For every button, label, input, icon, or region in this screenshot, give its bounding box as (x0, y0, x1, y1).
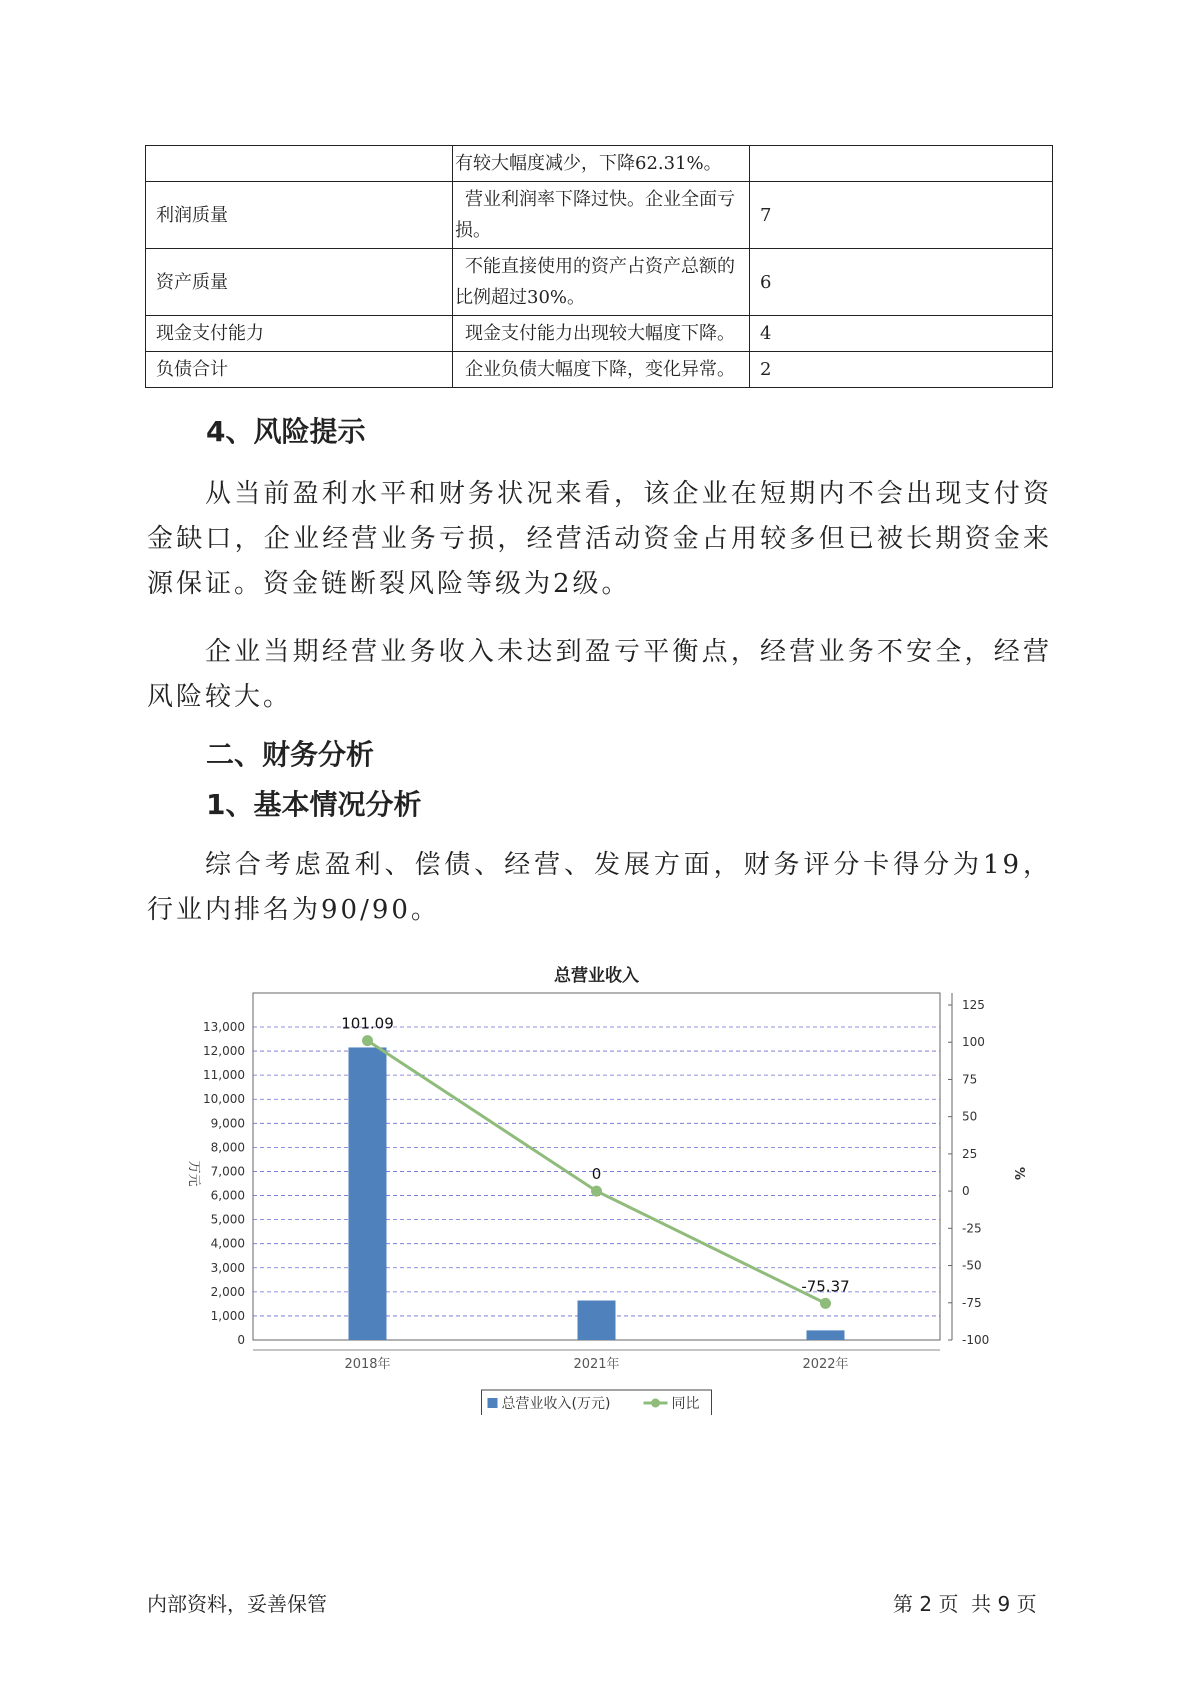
y2-tick-label: 0 (962, 1184, 970, 1199)
table-cell-name: 现金支付能力 (146, 316, 453, 352)
table-cell-desc: 现金支付能力出现较大幅度下降。 (453, 316, 750, 352)
y-tick-label: 4,000 (210, 1236, 245, 1251)
table-cell-name: 利润质量 (146, 182, 453, 249)
y-tick-label: 6,000 (210, 1188, 245, 1203)
y-tick-label: 3,000 (210, 1260, 245, 1275)
table-row (146, 316, 1053, 352)
basic-analysis-heading: 1、基本情况分析 (206, 788, 422, 821)
y2-tick-label: -50 (962, 1258, 982, 1273)
data-label: -75.37 (801, 1277, 850, 1296)
yoy-point (362, 1035, 373, 1046)
table-row (146, 146, 1053, 182)
bar (578, 1301, 616, 1340)
x-tick-label: 2021年 (573, 1357, 620, 1372)
table-cell-score (750, 146, 1053, 182)
y2-tick-label: 125 (962, 998, 985, 1012)
table-cell-desc: 企业负债大幅度下降，变化异常。 (453, 352, 750, 388)
risk-heading: 4、风险提示 (206, 415, 366, 448)
table-cell-name (146, 146, 453, 182)
y-tick-label: 5,000 (210, 1212, 245, 1227)
y-tick-label: 11,000 (203, 1068, 245, 1083)
y-tick-label: 12,000 (203, 1044, 245, 1059)
x-tick-label: 2018年 (344, 1357, 391, 1372)
y2-tick-label: 100 (962, 1035, 985, 1050)
y-tick-label: 13,000 (203, 1020, 245, 1034)
table-cell-desc: 不能直接使用的资产占资产总额的比例超过30%。 (453, 249, 750, 316)
y-tick-label: 9,000 (210, 1116, 245, 1131)
table-cell-score: 6 (750, 249, 1053, 316)
table-row (146, 352, 1053, 388)
y-tick-label: 10,000 (203, 1092, 245, 1107)
risk-indicator-table (145, 145, 1053, 388)
table-row (146, 249, 1053, 316)
y-tick-label: 8,000 (210, 1140, 245, 1155)
y2-tick-label: -75 (962, 1295, 982, 1310)
bar (807, 1330, 845, 1340)
risk-paragraph-2: 企业当期经营业务收入未达到盈亏平衡点，经营业务不安全，经营风险较大。 (147, 637, 1052, 712)
table-cell-name: 负债合计 (146, 352, 453, 388)
table-cell-score: 2 (750, 352, 1053, 388)
y2-axis-label: % (1011, 1166, 1026, 1181)
finance-heading: 二、财务分析 (206, 738, 375, 771)
chart-title: 总营业收入 (554, 966, 639, 986)
table-cell-score: 4 (750, 316, 1053, 352)
legend-line-marker (651, 1399, 660, 1408)
footer-page-number: 第 2 页 共 9 页 (893, 1592, 1037, 1616)
revenue-chart (170, 955, 1030, 1415)
bar (349, 1047, 387, 1340)
x-tick-label: 2022年 (802, 1357, 849, 1372)
y-tick-label: 0 (237, 1333, 245, 1347)
legend-line-label: 同比 (671, 1396, 700, 1412)
footer-confidential: 内部资料，妥善保管 (147, 1592, 327, 1616)
risk-paragraph-1: 从当前盈利水平和财务状况来看，该企业在短期内不会出现支付资金缺口，企业经营业务亏损，经营活动资金占用较多但已被长期资金来源保证。资金链断裂风险等级为2级。 (147, 479, 1052, 599)
y-axis-label: 万元 (186, 1160, 201, 1187)
table-cell-score: 7 (750, 182, 1053, 249)
data-label: 101.09 (341, 1014, 394, 1033)
y2-tick-label: -100 (962, 1333, 990, 1347)
data-label: 0 (591, 1165, 602, 1184)
y2-tick-label: 25 (962, 1146, 978, 1161)
yoy-point (820, 1298, 831, 1309)
y-tick-label: 7,000 (210, 1164, 245, 1179)
y-tick-label: 2,000 (210, 1284, 245, 1299)
yoy-point (591, 1186, 602, 1197)
table-cell-name: 资产质量 (146, 249, 453, 316)
y-tick-label: 1,000 (210, 1308, 245, 1323)
y2-tick-label: 75 (962, 1072, 978, 1087)
table-cell-desc: 营业利润率下降过快。企业全面亏损。 (453, 182, 750, 249)
finance-paragraph: 综合考虑盈利、偿债、经营、发展方面，财务评分卡得分为19，行业内排名为90/90。 (147, 850, 1052, 925)
table-cell-desc: 有较大幅度减少，下降62.31%。 (453, 146, 750, 182)
table-row (146, 182, 1053, 249)
legend-bar-label: 总营业收入(万元) (501, 1396, 611, 1412)
legend-bar-swatch (488, 1398, 498, 1408)
y2-tick-label: -25 (962, 1221, 982, 1236)
y2-tick-label: 50 (962, 1109, 978, 1124)
